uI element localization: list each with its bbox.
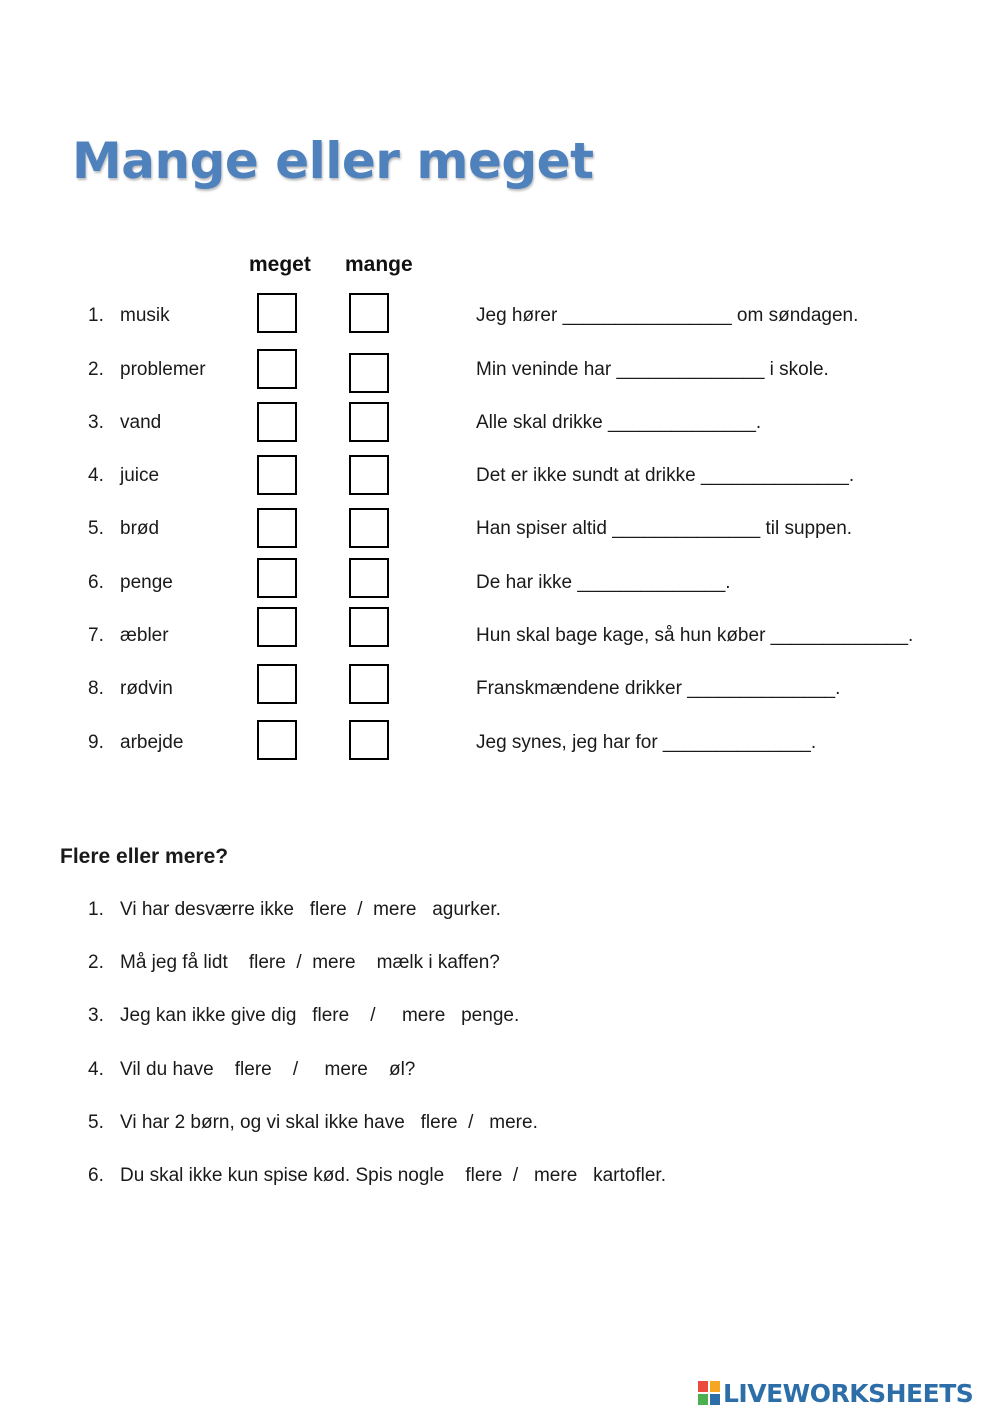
exercise1-row xyxy=(0,412,1000,442)
exercise1-row xyxy=(0,305,1000,335)
item-number: 3. xyxy=(88,1005,104,1026)
meget-checkbox[interactable] xyxy=(257,349,297,389)
item-number: 2. xyxy=(88,359,104,380)
option-mere[interactable]: mere xyxy=(533,1165,578,1186)
mange-checkbox[interactable] xyxy=(349,508,389,548)
item-sentence: Min veninde har ______________ i skole. xyxy=(476,359,829,380)
item-sentence: Jeg hører ________________ om søndagen. xyxy=(476,305,859,326)
liveworksheets-logo-icon xyxy=(698,1381,720,1405)
mange-checkbox[interactable] xyxy=(349,293,389,333)
sentence-end: . xyxy=(532,1112,538,1133)
item-word: penge xyxy=(120,572,173,593)
sentence-start: Vi har desværre ikke xyxy=(120,899,310,920)
sentence-end: øl? xyxy=(367,1059,416,1080)
mange-checkbox[interactable] xyxy=(349,455,389,495)
option-flere[interactable]: flere xyxy=(465,1165,503,1186)
item-number: 9. xyxy=(88,732,104,753)
mange-checkbox[interactable] xyxy=(349,720,389,760)
item-number: 6. xyxy=(88,572,104,593)
exercise1-row xyxy=(0,572,1000,602)
item-number: 3. xyxy=(88,412,104,433)
item-sentence: Jeg synes, jeg har for ______________. xyxy=(476,732,817,753)
option-separator: / xyxy=(285,952,313,973)
item-word: brød xyxy=(120,518,160,539)
option-separator: / xyxy=(346,899,374,920)
meget-checkbox[interactable] xyxy=(257,402,297,442)
exercise1-row xyxy=(0,732,1000,762)
item-number: 4. xyxy=(88,465,104,486)
item-word: musik xyxy=(120,305,170,326)
option-flere[interactable]: flere xyxy=(248,952,286,973)
sentence-start: Må jeg få lidt xyxy=(120,952,249,973)
item-sentence: De har ikke ______________. xyxy=(476,572,731,593)
item-word: æbler xyxy=(120,625,169,646)
meget-checkbox[interactable] xyxy=(257,558,297,598)
sentence-start: Du skal ikke kun spise kød. Spis nogle xyxy=(120,1165,466,1186)
option-mere[interactable]: mere xyxy=(324,1059,368,1080)
item-number: 5. xyxy=(88,518,104,539)
option-separator: / xyxy=(349,1005,402,1026)
item-number: 1. xyxy=(88,305,104,326)
exercise1-row xyxy=(0,518,1000,548)
mange-checkbox[interactable] xyxy=(349,558,389,598)
sentence-start: Vi har 2 børn, og vi skal ikke have xyxy=(120,1112,421,1133)
meget-checkbox[interactable] xyxy=(257,664,297,704)
item-number: 5. xyxy=(88,1112,104,1133)
option-flere[interactable]: flere xyxy=(420,1112,458,1133)
option-mere[interactable]: mere xyxy=(373,899,417,920)
sentence-end: agurker. xyxy=(416,899,501,920)
liveworksheets-logo[interactable] xyxy=(698,1377,973,1409)
item-word: vand xyxy=(120,412,162,433)
item-number: 2. xyxy=(88,952,104,973)
exercise1-row xyxy=(0,465,1000,495)
column-header-meget: meget xyxy=(249,253,311,276)
sentence-end: mælk i kaffen? xyxy=(355,952,500,973)
item-number: 4. xyxy=(88,1059,104,1080)
option-flere[interactable]: flere xyxy=(309,899,347,920)
option-mere[interactable]: mere xyxy=(489,1112,533,1133)
item-number: 6. xyxy=(88,1165,104,1186)
exercise1-row xyxy=(0,359,1000,389)
sentence-end: kartofler. xyxy=(577,1165,666,1186)
mange-checkbox[interactable] xyxy=(349,402,389,442)
sentence-end: penge. xyxy=(445,1005,520,1026)
option-separator: / xyxy=(457,1112,490,1133)
brand-name: LIVEWORKSHEETS xyxy=(723,1378,974,1408)
option-mere[interactable]: mere xyxy=(312,952,356,973)
item-sentence: Alle skal drikke ______________. xyxy=(476,412,762,433)
mange-checkbox[interactable] xyxy=(349,353,389,393)
mange-checkbox[interactable] xyxy=(349,607,389,647)
option-separator: / xyxy=(271,1059,325,1080)
sentence-start: Vil du have xyxy=(120,1059,235,1080)
item-number: 7. xyxy=(88,625,104,646)
item-sentence: Franskmændene drikker ______________. xyxy=(476,678,841,699)
option-separator: / xyxy=(502,1165,534,1186)
exercise1-row xyxy=(0,678,1000,708)
exercise1-row xyxy=(0,625,1000,655)
item-sentence: Han spiser altid ______________ til suppen. xyxy=(476,518,853,539)
option-mere[interactable]: mere xyxy=(401,1005,446,1026)
item-word: problemer xyxy=(120,359,206,380)
item-sentence: Det er ikke sundt at drikke ______________. xyxy=(476,465,855,486)
meget-checkbox[interactable] xyxy=(257,607,297,647)
column-header-mange: mange xyxy=(345,253,413,276)
page-title: Mange eller meget xyxy=(72,132,594,190)
mange-checkbox[interactable] xyxy=(349,664,389,704)
item-word: juice xyxy=(120,465,160,486)
item-number: 1. xyxy=(88,899,104,920)
meget-checkbox[interactable] xyxy=(257,455,297,495)
meget-checkbox[interactable] xyxy=(257,720,297,760)
option-flere[interactable]: flere xyxy=(234,1059,272,1080)
meget-checkbox[interactable] xyxy=(257,508,297,548)
sentence-start: Jeg kan ikke give dig xyxy=(120,1005,313,1026)
meget-checkbox[interactable] xyxy=(257,293,297,333)
item-number: 8. xyxy=(88,678,104,699)
item-word: arbejde xyxy=(120,732,184,753)
option-flere[interactable]: flere xyxy=(312,1005,350,1026)
item-word: rødvin xyxy=(120,678,173,699)
section-heading: Flere eller mere? xyxy=(60,845,229,868)
item-sentence: Hun skal bage kage, så hun køber _____________. xyxy=(476,625,914,646)
